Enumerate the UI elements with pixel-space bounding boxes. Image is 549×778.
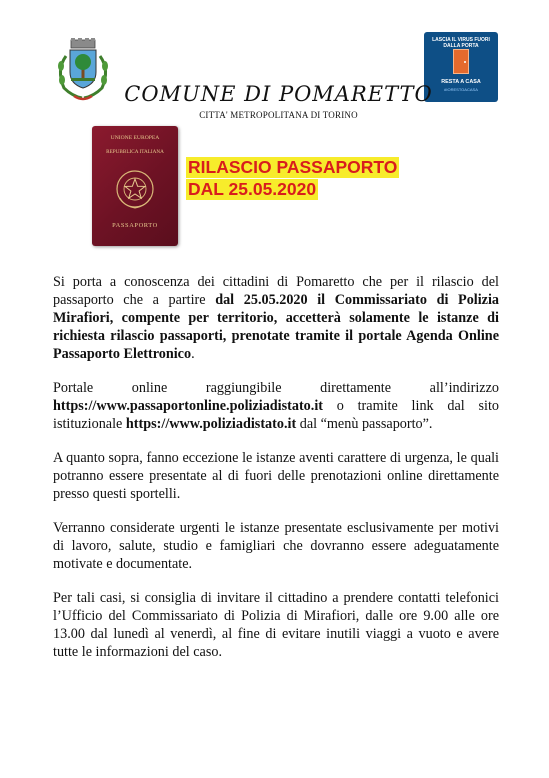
passport-online-link[interactable]: https://www.passaportonline.poliziadistato.it xyxy=(53,398,323,414)
paragraph-3: A quanto sopra, fanno eccezione le istanze aventi carattere di urgenza, le quali potranno essere presentate al di fuori delle prenotazioni online direttamente presso questi sportelli. xyxy=(53,450,499,502)
passport-line-title: PASSAPORTO xyxy=(112,222,158,229)
notice-body xyxy=(53,273,499,677)
page-title: COMUNE DI POMARETTO xyxy=(124,82,433,106)
passport-image xyxy=(92,126,178,246)
polizia-site-link[interactable]: https://www.poliziadistato.it xyxy=(125,416,297,432)
campaign-bottom-text: RESTA A CASA xyxy=(441,79,481,85)
paragraph-5: Per tali casi, si consiglia di invitare il cittadino a prendere contatti telefonici l’Ufficio del Commissariato di Polizia di Mirafiori, dalle ore 9.00 alle ore 13.00 dal lunedì al venerdì, al fine di evitare inutili viaggi a vuoto e avere tutte le informazioni del caso. xyxy=(53,590,499,660)
italian-emblem-icon xyxy=(114,168,156,210)
passport-line-eu: UNIONE EUROPEA xyxy=(110,135,160,141)
campaign-tag: #IORESTOACASA xyxy=(444,87,478,92)
paragraph-1: Si porta a conoscenza dei cittadini di Pomaretto che per il rilascio del passaporto che a partire dal 25.05.2020 il Commissariato di Polizia Mirafiori, compente per territorio, accetterà solamente le istanze di richiesta rilascio passaporti, prenotate tramite il portale Agenda Online Passaporto Elettronico. xyxy=(53,274,500,362)
notice-heading xyxy=(186,157,399,201)
paragraph-2: Portale online raggiungibile direttamente all’indirizzo https://www.passaportonline.poliziadistato.it o tramite link dal sito istituzionale https://www.poliziadistato.it dal “menù passaporto”. xyxy=(53,380,499,432)
door-icon xyxy=(453,49,469,74)
paragraph-1-bold: dal 25.05.2020 il Commissariato di Polizia Mirafiori, compente per territorio, accetterà solamente le istanze di richiesta rilascio passaporti, prenotate tramite il portale Agenda Online Passaporto Elettronico xyxy=(53,292,500,362)
passport-line-republic: REPUBBLICA ITALIANA xyxy=(106,149,164,155)
paragraph-4: Verranno considerate urgenti le istanze presentate esclusivamente per motivi di lavoro, salute, studio e famigliari che dovranno essere adeguatamente motivate e documentate. xyxy=(53,520,499,572)
page-subtitle: CITTA' METROPOLITANA DI TORINO xyxy=(199,110,358,120)
heading-line-2: DAL 25.05.2020 xyxy=(188,179,317,199)
heading-line-1: RILASCIO PASSAPORTO xyxy=(188,157,398,177)
campaign-top-text: LASCIA IL VIRUS FUORI DALLA PORTA xyxy=(432,37,490,49)
